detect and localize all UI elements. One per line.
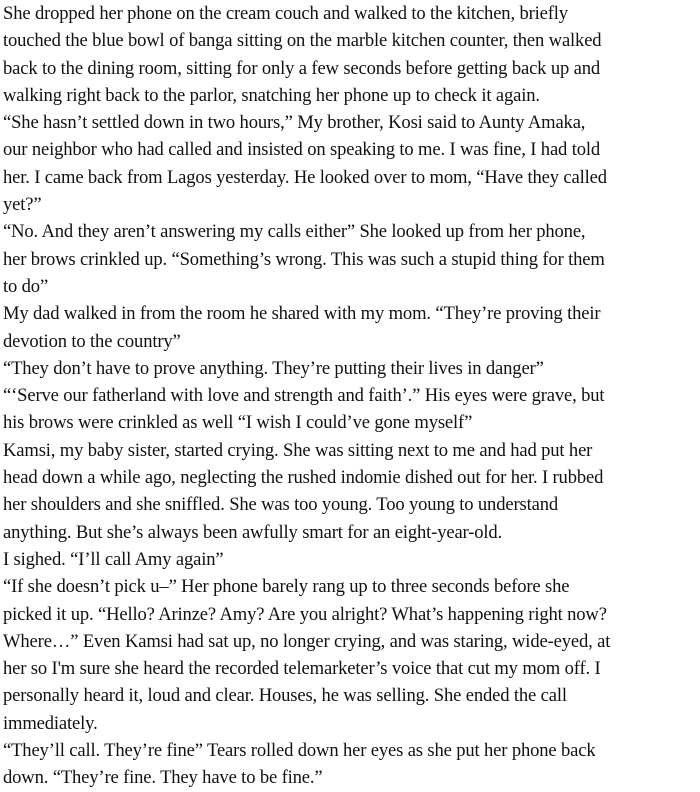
text-line: touched the blue bowl of banga sitting on the marble kitchen counter, then walked xyxy=(3,30,602,52)
text-line: She dropped her phone on the cream couch and walked to the kitchen, briefly xyxy=(3,3,568,24)
text-line: Where…” Even Kamsi had sat up, no longer crying, and was staring, wide-eyed, at xyxy=(3,630,611,652)
text-line: yet?” xyxy=(3,194,42,216)
text-line: her so I'm sure she heard the recorded telemarketer’s voice that cut my mom off. I xyxy=(3,658,601,680)
text-line: to do” xyxy=(3,275,49,297)
story-text xyxy=(3,0,700,792)
text-line: I sighed. “I’ll call Amy again” xyxy=(3,548,224,570)
text-line: immediately. xyxy=(3,712,98,734)
text-line: “She hasn’t settled down in two hours,” My brother, Kosi said to Aunty Amaka, xyxy=(3,112,586,134)
text-line: “They don’t have to prove anything. They’re putting their lives in danger” xyxy=(3,357,544,379)
text-line: personally heard it, loud and clear. Houses, he was selling. She ended the call xyxy=(3,685,567,707)
text-line: “‘Serve our fatherland with love and strength and faith’.” His eyes were grave, but xyxy=(3,385,605,407)
text-line: picked it up. “Hello? Arinze? Amy? Are you alright? What’s happening right now? xyxy=(3,603,607,625)
text-line: down. “They’re fine. They have to be fine.” xyxy=(3,767,323,789)
text-line: “No. And they aren’t answering my calls either” She looked up from her phone, xyxy=(3,221,586,243)
text-line: head down a while ago, neglecting the rushed indomie dished out for her. I rubbed xyxy=(3,467,604,489)
text-line: walking right back to the parlor, snatching her phone up to check it again. xyxy=(3,84,540,106)
text-line: his brows were crinkled as well “I wish I could’ve gone myself” xyxy=(3,412,473,434)
text-line: her. I came back from Lagos yesterday. He looked over to mom, “Have they called xyxy=(3,166,607,188)
text-line: back to the dining room, sitting for only a few seconds before getting back up and xyxy=(3,57,601,79)
text-line: “If she doesn’t pick u–” Her phone barely rang up to three seconds before she xyxy=(3,576,570,598)
text-line: her shoulders and she sniffled. She was too young. Too young to understand xyxy=(3,494,558,516)
text-line: My dad walked in from the room he shared with my mom. “They’re proving their xyxy=(3,303,601,325)
text-line: our neighbor who had called and insisted on speaking to me. I was fine, I had told xyxy=(3,139,601,161)
text-line: Kamsi, my baby sister, started crying. She was sitting next to me and had put her xyxy=(3,439,593,461)
text-line: anything. But she’s always been awfully smart for an eight-year-old. xyxy=(3,521,503,543)
text-line: “They’ll call. They’re fine” Tears rolled down her eyes as she put her phone back xyxy=(3,740,596,762)
text-line: devotion to the country” xyxy=(3,330,181,352)
text-line: her brows crinkled up. “Something’s wrong. This was such a stupid thing for them xyxy=(3,248,605,270)
